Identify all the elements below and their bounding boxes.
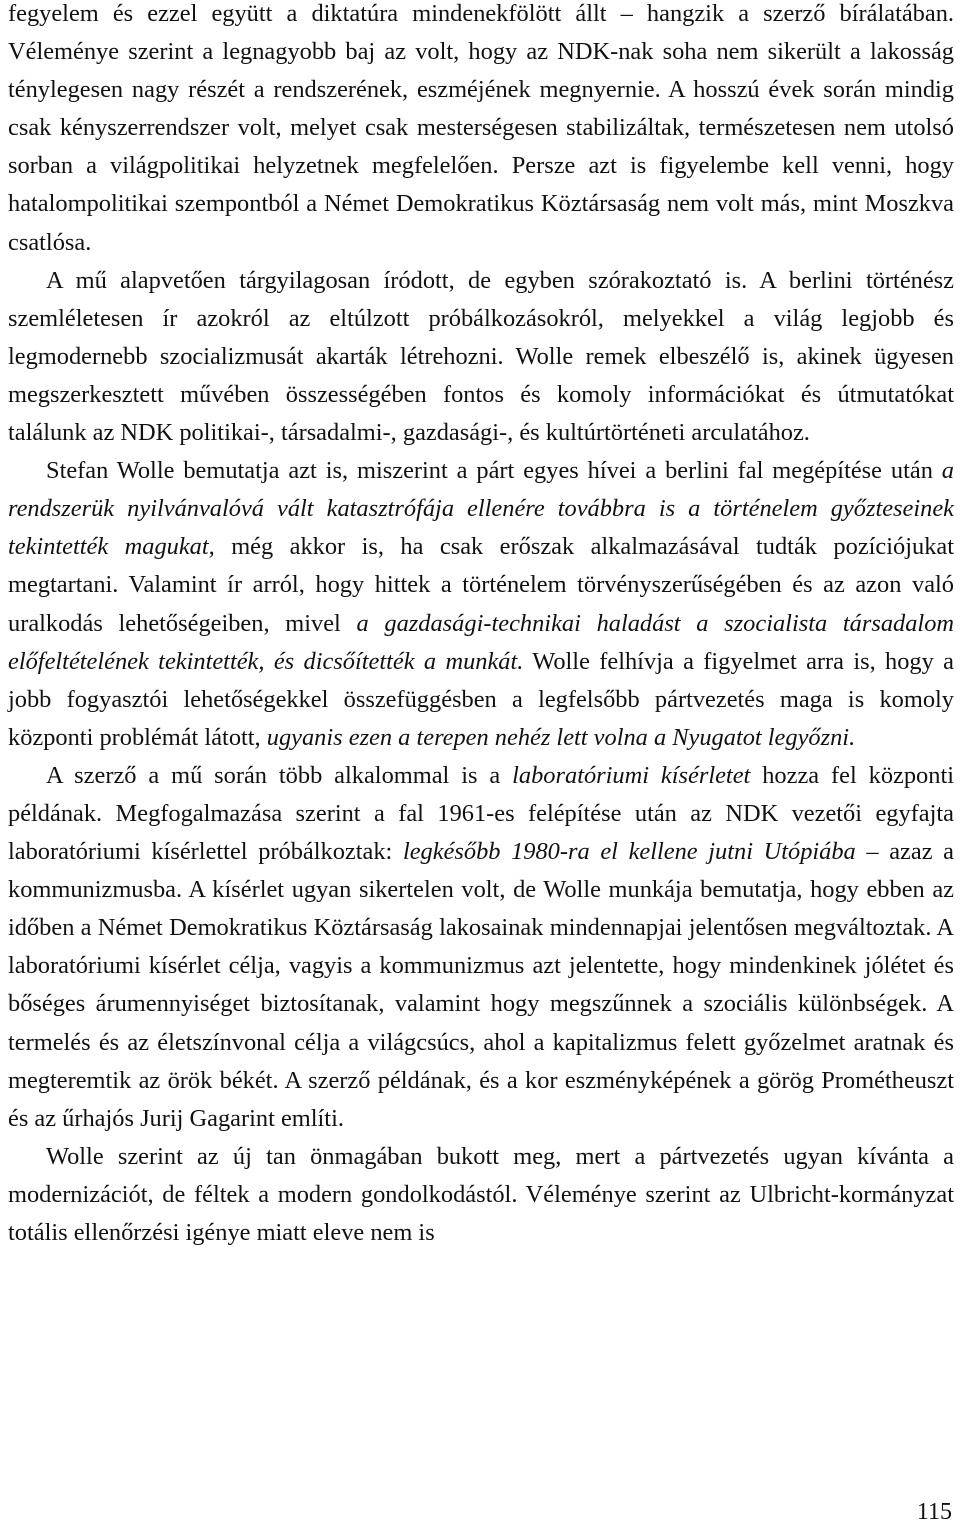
page-body-text: [8, 0, 954, 1252]
italic-text-run: legkésőbb 1980-ra el kellene jutni Utópiába: [402, 838, 856, 866]
text-run: még akkor is, ha csak erőszak alkalmazásával tudták pozíciójukat megtartani. Valamint ír arról, hogy hittek a történelem törvényszerűségében és az azon való uralkodás lehetőségeiben, mivel: [8, 533, 954, 637]
italic-text-run: ugyanis ezen a terepen nehéz lett volna a Nyugatot legyőzni.: [266, 723, 856, 751]
italic-text-run: a rendszerük nyilvánvalóvá vált katasztrófája ellenére továbbra is a történelem győzteseinek tekintették magukat,: [8, 457, 954, 561]
text-run: A szerző a mű során több alkalommal is a: [46, 761, 513, 789]
text-run: – azaz a kommunizmusba. A kísérlet ugyan sikertelen volt, de Wolle munkája bemutatja, hogy ebben az időben a Német Demokratikus Köztársaság lakosainak mindennapjai jelentősen megváltoztak. A laboratóriumi kísérlet célja, vagyis a kommunizmus azt jelentette, hogy mindenkinek jólétet és bőséges árumennyiséget biztosítanak, valamint hogy megszűnnek a szociális különbségek. A termelés és az életszínvonal célja a világcsúcs, ahol a kapitalizmus felett győzelmet aratnak és megteremtik az örök békét. A szerző példának, és a kor eszményképének a görög Prométheuszt és az űrhajós Jurij Gagarint említi.: [8, 838, 954, 1132]
paragraph-4: [8, 757, 954, 1138]
paragraph-5: [8, 1138, 954, 1252]
paragraph-1: [8, 0, 954, 262]
text-run: hozza fel központi példának. Megfogalmazása szerint a fal 1961-es felépítése után az NDK vezetői egyfajta laboratóriumi kísérlettel próbálkoztak:: [8, 761, 954, 866]
paragraph-3: [8, 452, 954, 757]
italic-text-run: a gazdasági-technikai haladást a szocialista társadalom előfeltételének tekintették, és dicsőítették a munkát.: [8, 609, 955, 675]
text-run: A mű alapvetően tárgyilagosan íródott, de egyben szórakoztató is. A berlini történész szemléletesen ír azokról az eltúlzott próbálkozásokról, melyekkel a világ legjobb és legmodernebb szocializmusát akarták létrehozni. Wolle remek elbeszélő is, akinek ügyesen megszerkesztett művében összességében fontos és komoly információkat és útmutatókat találunk az NDK politikai-, társadalmi-, gazdasági-, és kultúrtörténeti arculatához.: [8, 266, 954, 447]
text-run: Wolle szerint az új tan önmagában bukott meg, mert a pártvezetés ugyan kívánta a modernizációt, de féltek a modern gondolkodástól. Véleménye szerint az Ulbricht-kormányzat totális ellenőrzési igénye miatt eleve nem is: [8, 1142, 954, 1246]
text-run: Wolle felhívja a figyelmet arra is, hogy a jobb fogyasztói lehetőségekkel összefüggésben a legfelsőbb pártvezetés maga is komoly központi problémát látott,: [8, 647, 954, 751]
italic-text-run: laboratóriumi kísérletet: [512, 761, 751, 789]
paragraph-2: [8, 262, 954, 452]
text-run: fegyelem és ezzel együtt a diktatúra mindenekfölött állt – hangzik a szerző bírálatában. Véleménye szerint a legnagyobb baj az volt, hogy az NDK-nak soha nem sikerült a lakosság ténylegesen nagy részét a rendszerének, eszméjének megnyernie. A hosszú évek során mindig csak kényszerrendszer volt, melyet csak mesterségesen stabilizáltak, természetesen nem utolsó sorban a világpolitikai helyzetnek megfelelően. Persze azt is figyelembe kell venni, hogy hatalompolitikai szempontból a Német Demokratikus Köztársaság nem volt más, mint Moszkva csatlósa.: [8, 0, 954, 256]
text-run: Stefan Wolle bemutatja azt is, miszerint a párt egyes hívei a berlini fal megépítése után: [46, 457, 942, 485]
page-number: 115: [916, 1499, 952, 1525]
